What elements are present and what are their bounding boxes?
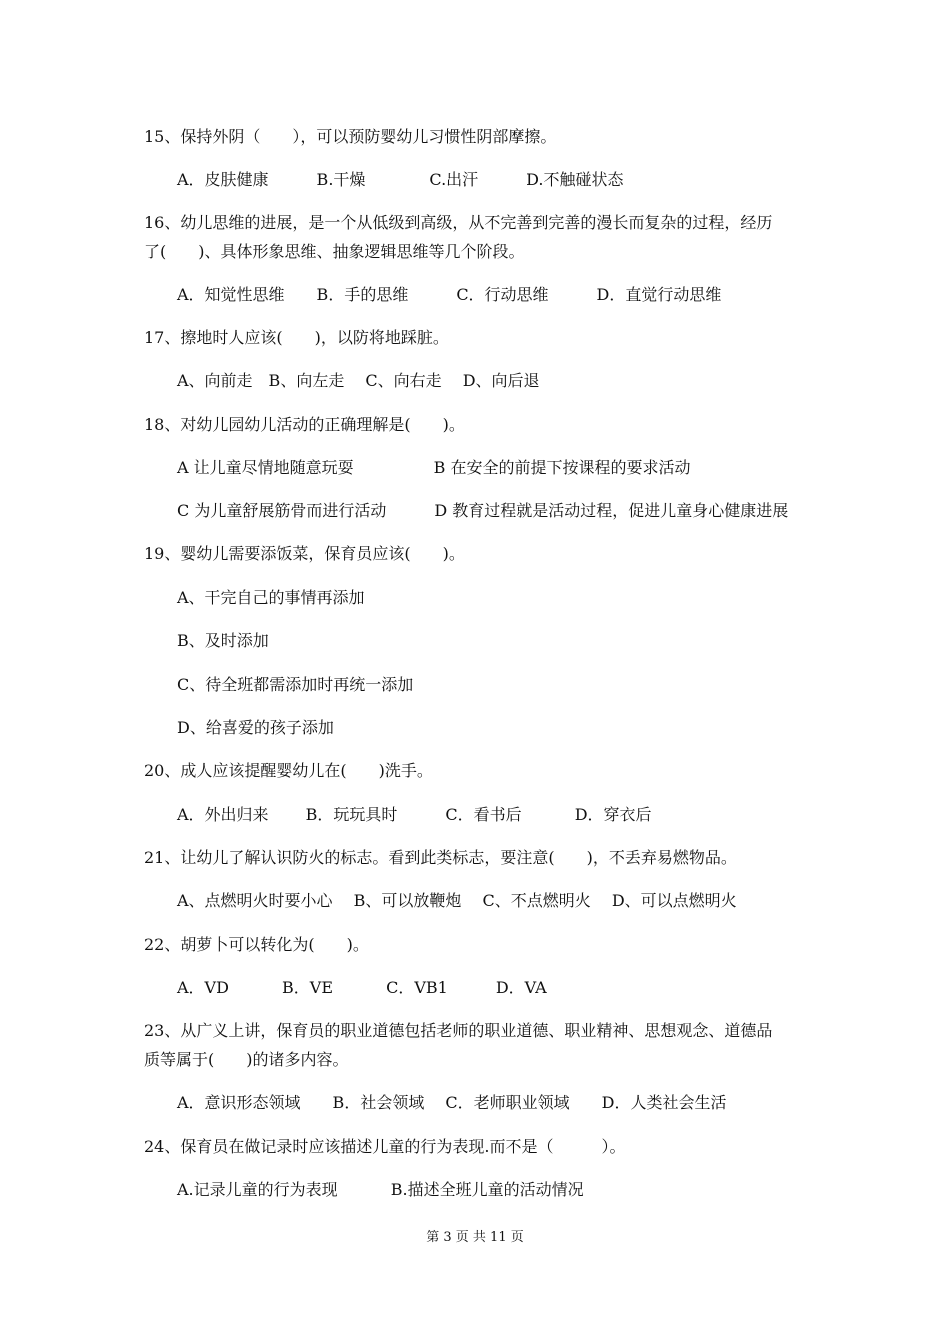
question-19-option-a: A、干完自己的事情再添加: [177, 588, 365, 607]
question-18-options-ab: A 让儿童尽情地随意玩耍 B 在安全的前提下按课程的要求活动: [177, 458, 691, 477]
question-20-stem: 20、成人应该提醒婴幼儿在( )洗手。: [144, 761, 433, 780]
question-21-options: A、点燃明火时要小心 B、可以放鞭炮 C、不点燃明火 D、可以点燃明火: [177, 891, 737, 910]
question-23-stem: 23、从广义上讲，保育员的职业道德包括老师的职业道德、职业精神、思想观念、道德品: [144, 1021, 773, 1040]
question-21-stem: 21、让幼儿了解认识防火的标志。看到此类标志，要注意( )，不丢弃易燃物品。: [144, 848, 737, 867]
page-footer: 第 3 页 共 11 页: [426, 1230, 524, 1245]
question-20-options: A．外出归来 B．玩玩具时 C．看书后 D．穿衣后: [177, 805, 652, 824]
question-24-options: A.记录儿童的行为表现 B.描述全班儿童的活动情况: [177, 1180, 584, 1199]
question-22-stem: 22、胡萝卜可以转化为( )。: [144, 935, 369, 954]
question-15-stem: 15、保持外阴（ ），可以预防婴幼儿习惯性阴部摩擦。: [144, 127, 557, 146]
question-19-option-b: B、及时添加: [177, 631, 269, 650]
question-15-options: A．皮肤健康 B.干燥 C.出汗 D.不触碰状态: [177, 170, 624, 189]
question-18-options-cd: C 为儿童舒展筋骨而进行活动 D 教育过程就是活动过程，促进儿童身心健康进展: [177, 501, 789, 520]
question-23-options: A．意识形态领域 B．社会领域 C．老师职业领域 D．人类社会生活: [177, 1093, 727, 1112]
question-18-stem: 18、对幼儿园幼儿活动的正确理解是( )。: [144, 415, 465, 434]
question-16-options: A．知觉性思维 B．手的思维 C．行动思维 D．直觉行动思维: [177, 285, 722, 304]
question-16-stem: 16、幼儿思维的进展，是一个从低级到高级，从不完善到完善的漫长而复杂的过程，经历: [144, 213, 773, 232]
question-19-stem: 19、婴幼儿需要添饭菜，保育员应该( )。: [144, 544, 465, 563]
question-17-stem: 17、擦地时人应该( )，以防将地踩脏。: [144, 328, 449, 347]
question-24-stem: 24、保育员在做记录时应该描述儿童的行为表现.而不是（ ）。: [144, 1137, 626, 1156]
question-23-stem-continued: 质等属于( )的诸多内容。: [144, 1050, 349, 1069]
question-22-options: A．VD B．VE C．VB1 D．VA: [177, 978, 547, 997]
question-19-option-c: C、待全班都需添加时再统一添加: [177, 675, 414, 694]
question-16-stem-continued: 了( )、具体形象思维、抽象逻辑思维等几个阶段。: [144, 242, 525, 261]
question-17-options: A、向前走 B、向左走 C、向右走 D、向后退: [177, 371, 540, 390]
question-19-option-d: D、给喜爱的孩子添加: [177, 718, 334, 737]
